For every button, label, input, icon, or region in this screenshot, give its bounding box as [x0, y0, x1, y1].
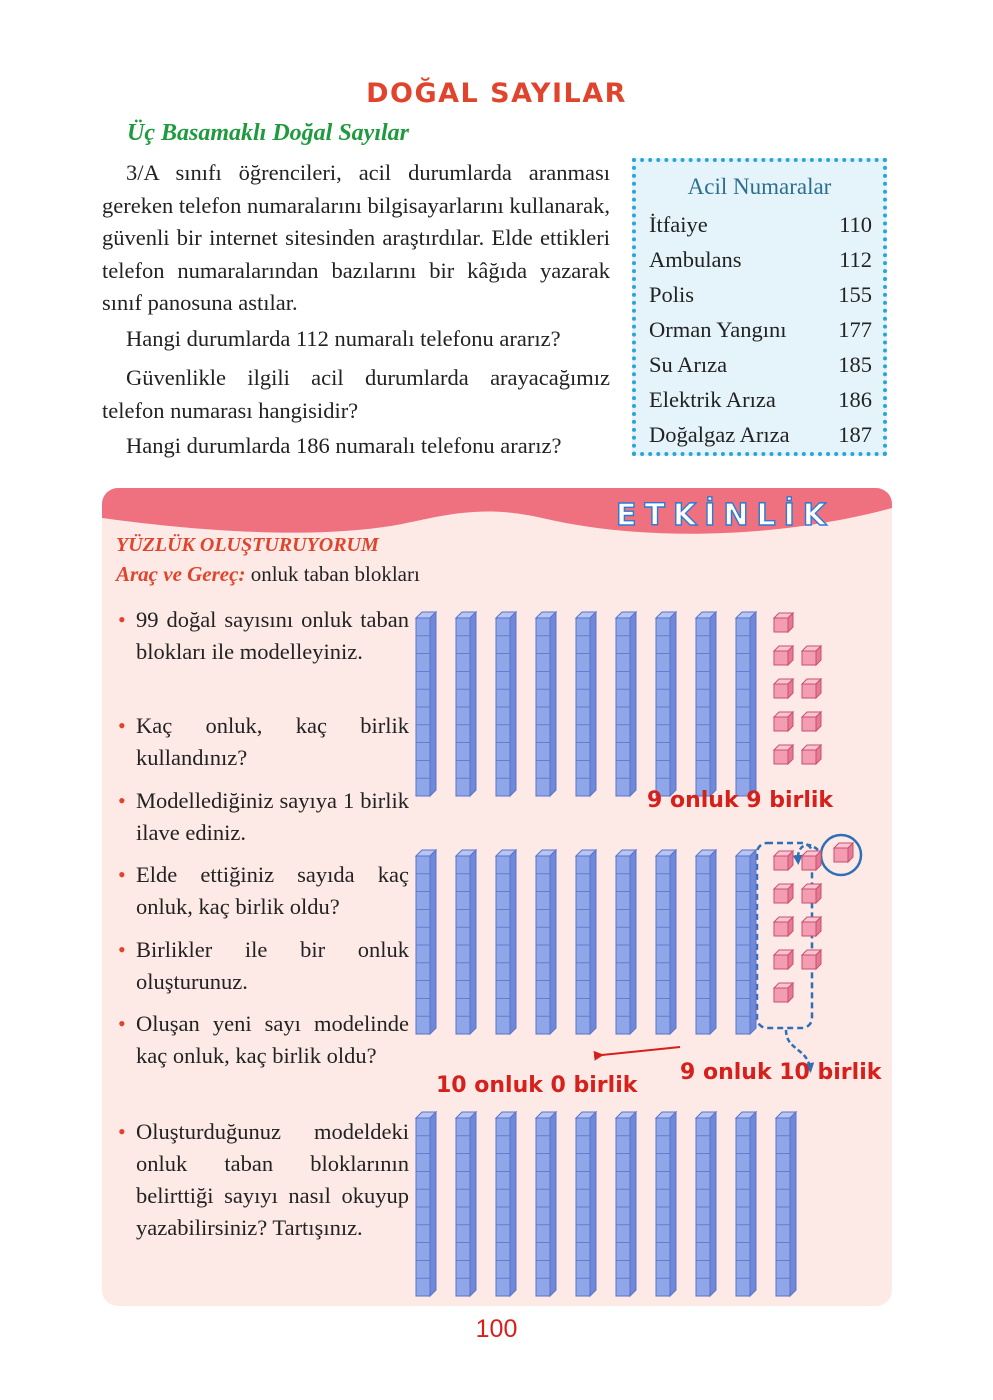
emergency-row: [649, 282, 872, 312]
bullet-text: Modellediğiniz sayıya 1 birlik ilave ediniz.: [136, 788, 409, 845]
unit-cube: [774, 613, 793, 632]
ten-rod: [696, 612, 716, 796]
label-10-onluk-0-birlik: 10 onluk 0 birlik: [436, 1073, 638, 1098]
service-name: İtfaiye: [649, 212, 708, 237]
bullet-item: [116, 785, 409, 849]
model-100: [416, 1112, 796, 1296]
ten-rod: [456, 612, 476, 796]
ten-rod: [656, 1112, 676, 1296]
unit-cube: [802, 712, 821, 731]
bullet-text: 99 doğal sayısını onluk taban blokları ile modelleyiniz.: [136, 607, 409, 664]
ten-rod: [736, 1112, 756, 1296]
bullet-item: [116, 934, 409, 998]
ten-rod: [776, 1112, 796, 1296]
unit-cube: [774, 646, 793, 665]
intro-text: 3/A sınıfı öğrencileri, acil durumlarda aranması gereken telefon numaralarını bilgisayarlarını kullanarak, güvenli bir internet sitesinden araştırdılar. Elde ettikleri telefon numaralarından bazılarını bir kâğıda yazarak sınıf panosuna astılar.: [102, 160, 610, 315]
ten-rod: [456, 850, 476, 1034]
bullet-item: [116, 859, 409, 923]
activity-panel: [102, 488, 892, 1306]
service-name: Ambulans: [649, 247, 742, 272]
service-number: 110: [839, 212, 872, 237]
bullet-icon: •: [118, 713, 126, 738]
unit-cube: [774, 679, 793, 698]
ten-rod: [576, 1112, 596, 1296]
service-name: Orman Yangını: [649, 317, 787, 342]
emergency-row: [649, 212, 872, 242]
unit-cube: [802, 646, 821, 665]
unit-cube: [802, 851, 821, 870]
emergency-numbers-box: [632, 158, 887, 456]
emergency-box-title: Acil Numaralar: [687, 174, 832, 199]
base-ten-blocks: [402, 598, 892, 1298]
service-number: 186: [838, 387, 872, 412]
intro-paragraph: [102, 157, 610, 320]
ten-rod: [496, 612, 516, 796]
service-name: Polis: [649, 282, 695, 307]
bullet-item: [116, 1116, 409, 1244]
section-title: Üç Basamaklı Doğal Sayılar: [127, 120, 410, 146]
unit-cube: [802, 917, 821, 936]
bullet-icon: •: [118, 862, 126, 887]
bullet-text: Kaç onluk, kaç birlik kullandınız?: [136, 713, 409, 770]
unit-cube: [774, 950, 793, 969]
service-number: 185: [838, 352, 872, 377]
bullet-item: [116, 1008, 409, 1072]
unit-cube: [802, 745, 821, 764]
emergency-row: [649, 422, 872, 452]
page-title: DOĞAL SAYILAR: [366, 78, 627, 109]
bullet-text: Oluşturduğunuz modeldeki onluk taban bloklarının belirttiği sayıyı nasıl okuyup yazabilirsiniz? Tartışınız.: [136, 1119, 409, 1240]
ten-rod: [416, 1112, 436, 1296]
label-9-onluk-10-birlik: 9 onluk 10 birlik: [680, 1060, 882, 1085]
ten-rod: [656, 850, 676, 1034]
question-text: Hangi durumlarda 112 numaralı telefonu ararız?: [126, 326, 561, 351]
service-name: Doğalgaz Arıza: [649, 422, 790, 447]
question-text: Güvenlikle ilgili acil durumlarda arayacağımız telefon numarası hangisidir?: [102, 365, 610, 423]
ten-rod: [536, 850, 556, 1034]
ten-rod: [456, 1112, 476, 1296]
page-number: 100: [475, 1315, 518, 1343]
unit-cube: [774, 851, 793, 870]
ten-rod: [616, 850, 636, 1034]
bullet-icon: •: [118, 1011, 126, 1036]
unit-cube: [774, 884, 793, 903]
ten-rod: [656, 612, 676, 796]
bullet-text: Birlikler ile bir onluk oluşturunuz.: [136, 937, 409, 994]
service-name: Elektrik Arıza: [649, 387, 776, 412]
service-number: 187: [838, 422, 872, 447]
bullet-icon: •: [118, 607, 126, 632]
bullet-text: Elde ettiğiniz sayıda kaç onluk, kaç birlik oldu?: [136, 862, 409, 919]
unit-cube: [802, 884, 821, 903]
materials-value: onluk taban blokları: [245, 562, 420, 586]
bullet-icon: •: [118, 937, 126, 962]
service-number: 155: [838, 282, 872, 307]
unit-cube: [802, 679, 821, 698]
unit-cube: [774, 712, 793, 731]
emergency-row: [649, 317, 872, 347]
bullet-item: [116, 604, 409, 668]
ten-rod: [576, 850, 596, 1034]
etkinlik-banner: [616, 498, 834, 533]
emergency-row: [649, 247, 872, 277]
ten-rod: [736, 850, 756, 1034]
unit-cube: [774, 745, 793, 764]
ten-rod: [616, 1112, 636, 1296]
model-99: [416, 612, 821, 796]
bullet-icon: •: [118, 1119, 126, 1144]
service-name: Su Arıza: [649, 352, 728, 377]
ten-rod: [536, 1112, 556, 1296]
emergency-row: [649, 387, 872, 417]
model-9-tens-10-ones: [416, 835, 861, 1068]
ten-rod: [536, 612, 556, 796]
materials-label: Araç ve Gereç:: [116, 562, 246, 586]
banner-text: ETKİNLİK: [616, 498, 834, 533]
activity-title: YÜZLÜK OLUŞTURUYORUM: [116, 534, 379, 556]
unit-cube: [802, 950, 821, 969]
materials-line: [116, 562, 420, 587]
ten-rod: [736, 612, 756, 796]
ten-rod: [616, 612, 636, 796]
unit-cube: [834, 843, 853, 862]
ten-rod: [416, 850, 436, 1034]
ten-rod: [416, 612, 436, 796]
ten-rod: [496, 850, 516, 1034]
red-arrow-left: [602, 1047, 680, 1055]
question-3: [102, 430, 610, 463]
bullet-icon: •: [118, 788, 126, 813]
ten-rod: [576, 612, 596, 796]
service-number: 112: [839, 247, 872, 272]
ten-rod: [696, 1112, 716, 1296]
label-9-onluk-9-birlik: 9 onluk 9 birlik: [647, 788, 834, 813]
unit-cube: [774, 983, 793, 1002]
ten-rod: [496, 1112, 516, 1296]
question-2: [102, 362, 610, 427]
bullet-text: Oluşan yeni sayı modelinde kaç onluk, kaç birlik oldu?: [136, 1011, 409, 1068]
question-1: [102, 323, 610, 356]
question-text: Hangi durumlarda 186 numaralı telefonu ararız?: [126, 433, 562, 458]
unit-cube: [774, 917, 793, 936]
service-number: 177: [838, 317, 872, 342]
bullet-item: [116, 710, 409, 774]
emergency-row: [649, 352, 872, 382]
ten-rod: [696, 850, 716, 1034]
